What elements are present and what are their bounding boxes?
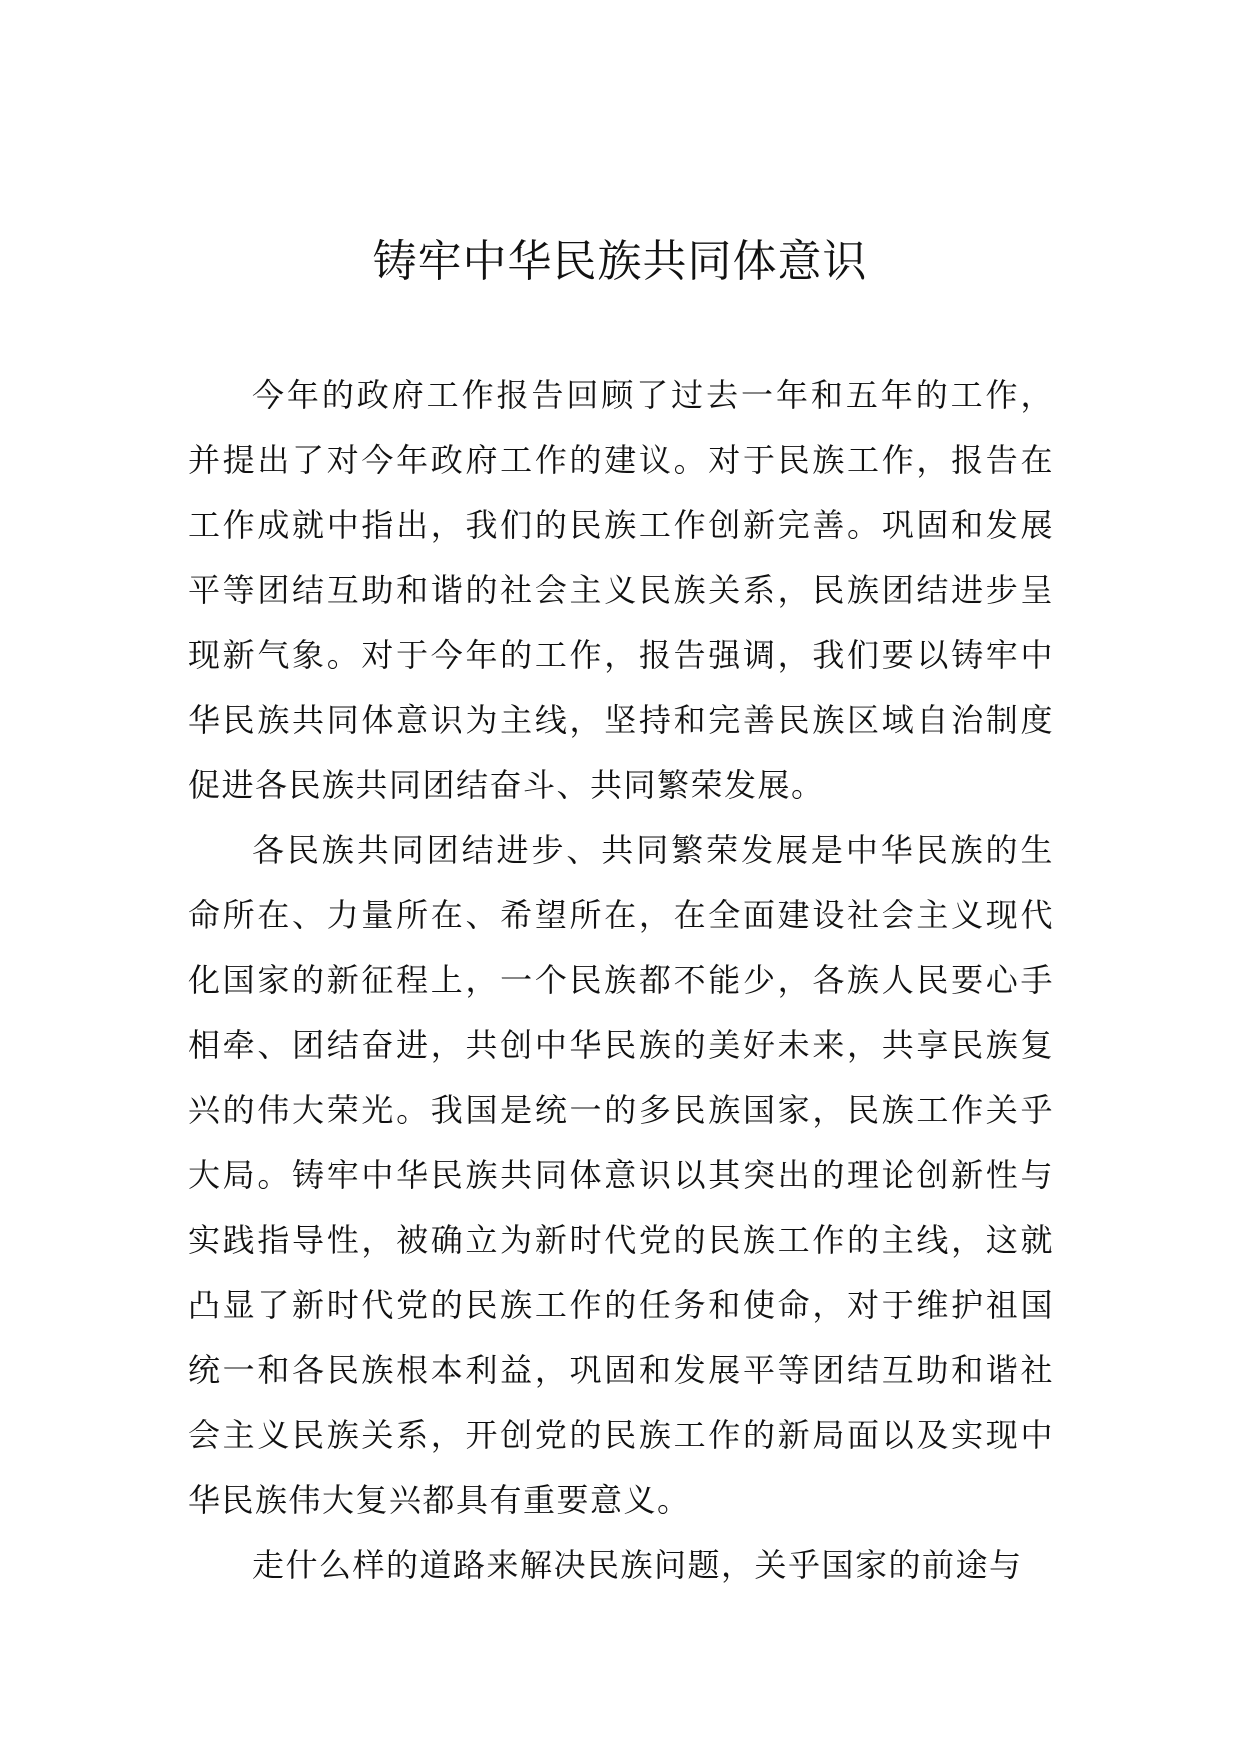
paragraph: 走什么样的道路来解决民族问题，关乎国家的前途与	[252, 1546, 1023, 1584]
paragraph: 今年的政府工作报告回顾了过去一年和五年的工作，并提出了对今年政府工作的建议。对于民族工作，报告在工作成就中指出，我们的民族工作创新完善。巩固和发展平等团结互助和谐的社会主义民族关系，民族团结进步呈现新气象。对于今年的工作，报告强调，我们要以铸牢中华民族共同体意识为主线，坚持和完善民族区域自治制度促进各民族共同团结奋斗、共同繁荣发展。	[188, 376, 1054, 804]
document-title: 铸牢中华民族共同体意识	[372, 236, 868, 287]
paragraph: 各民族共同团结进步、共同繁荣发展是中华民族的生命所在、力量所在、希望所在，在全面建设社会主义现代化国家的新征程上，一个民族都不能少，各族人民要心手相牵、团结奋进，共创中华民族的美好未来，共享民族复兴的伟大荣光。我国是统一的多民族国家，民族工作关乎大局。铸牢中华民族共同体意识以其突出的理论创新性与实践指导性，被确立为新时代党的民族工作的主线，这就凸显了新时代党的民族工作的任务和使命，对于维护祖国统一和各民族根本利益，巩固和发展平等团结互助和谐社会主义民族关系，开创党的民族工作的新局面以及实现中华民族伟大复兴都具有重要意义。	[188, 831, 1054, 1519]
document-body	[188, 363, 1054, 1598]
